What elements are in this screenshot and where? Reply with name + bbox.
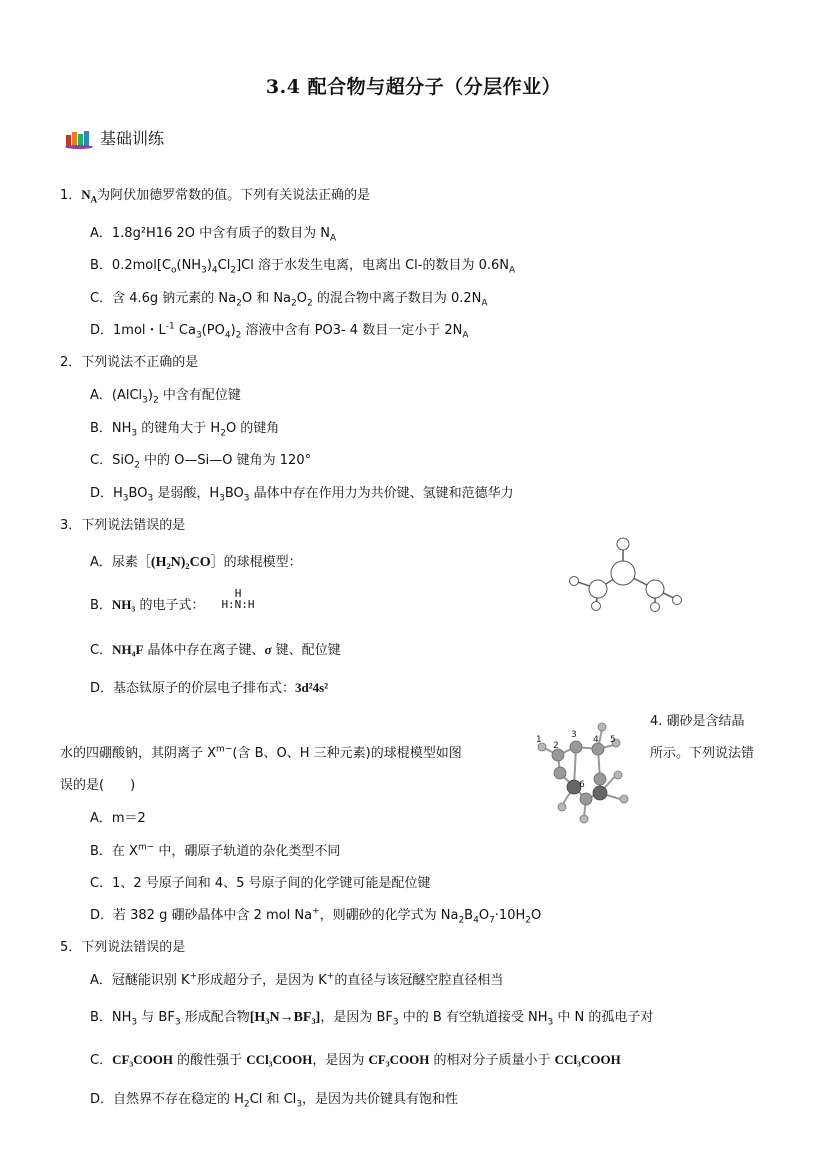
atom-label-2: 2: [553, 741, 559, 751]
q5-option-d: D．自然界不存在稳定的 $H_2Cl$ 和 $Cl_3$，是因为共价键具有饱和性: [90, 1092, 459, 1110]
q4-stem-line3: 误的是( ): [60, 778, 136, 793]
q2-option-c: C．SiO$_2$ 中的 O—Si—O 键角为 120°: [90, 453, 312, 471]
q4-stem-line1: 4. 硼砂是含结晶: [650, 714, 745, 729]
q4-option-c: C．1、2 号原子间和 4、5 号原子间的化学键可能是配位键: [90, 876, 431, 891]
q5-option-b: B．$NH_3$ 与 $BF_3$ 形成配合物[H₃N→BF₃]，是因为 $BF_3$ 中的 B 有空轨道接受 $NH_3$ 中 N 的孤电子对: [90, 1010, 654, 1028]
q1-stem: 1．$N_A$为阿伏加德罗常数的值。下列有关说法正确的是: [60, 187, 371, 205]
atom-label-3: 3: [571, 730, 577, 740]
q5-option-a: A．冠醚能识别 K+形成超分子，是因为 K+的直径与该冠醚空腔直径相当: [90, 971, 504, 988]
atom-label-6: 6: [579, 780, 585, 790]
q1-option-d: D．1mol・$L^{-1}$ $Ca_3(PO_4)_2$ 溶液中含有 PO3- 4 数目一定小于 $2N_A$: [90, 321, 469, 341]
q4-stem-line2-right: 所示。下列说法错: [650, 746, 755, 761]
q2-option-b: B．$NH_3$ 的键角大于 $H_2O$ 的键角: [90, 421, 280, 439]
section-label: 基础训练: [100, 129, 165, 148]
q2-option-a: A．$(AlCl_3)_2$ 中含有配位键: [90, 388, 241, 406]
atom-label-4: 4: [593, 735, 599, 745]
page-title: 3.4 配合物与超分子（分层作业）: [265, 76, 562, 98]
q3-stem: 3．下列说法错误的是: [60, 518, 186, 533]
urea-ball-stick-model: [565, 535, 690, 613]
q3-option-b: B．NH₃ 的电子式：: [90, 597, 205, 613]
q4-option-a: A．m＝2: [90, 811, 146, 826]
section-header: [64, 126, 164, 149]
q4-stem-line2: 水的四硼酸钠，其阴离子 $X^{m-}$(含 B、O、H 三种元素)的球棍模型如图: [60, 744, 462, 761]
q3-option-a: A．尿素［(H₂N)₂CO］的球棍模型：: [90, 555, 302, 570]
nh3-electron-formula: H H:N:H: [221, 587, 255, 611]
q5-stem: 5．下列说法错误的是: [60, 940, 186, 955]
q1-option-b: B．$0.2mol[C_o(NH_3)_4Cl_2]Cl$ 溶于水发生电离，电离出 Cl-的数目为 $0.6N_A$: [90, 258, 516, 276]
q4-option-b: B．在 $X^{m-}$ 中，硼原子轨道的杂化类型不同: [90, 842, 341, 859]
q4-option-d: D．若 382 g 硼砂晶体中含 2 mol Na+，则硼砂的化学式为 $Na_2B_4O_7\cdot 10H_2O$: [90, 906, 542, 926]
atom-label-5: 5: [610, 735, 616, 745]
atom-label-1: 1: [536, 735, 542, 745]
q1-option-a: A．1.8g²H16 2O 中含有质子的数目为 $N_A$: [90, 226, 337, 244]
borax-anion-model: [520, 715, 645, 825]
books-icon: [64, 127, 94, 149]
q3-option-c: C．NH₄F 晶体中存在离子键、σ 键、配位键: [90, 642, 341, 658]
q2-stem: 2．下列说法不正确的是: [60, 355, 199, 370]
q2-option-d: D．$H_3BO_3$ 是弱酸，$H_3BO_3$ 晶体中存在作用力为共价键、氢键和范德华力: [90, 486, 514, 504]
q1-option-c: C．含 4.6g 钠元素的 $Na_2O$ 和 $Na_2O_2$ 的混合物中离子数目为 $0.2N_A$: [90, 291, 488, 309]
q3-option-d: D．基态钛原子的价层电子排布式：3d²4s²: [90, 680, 329, 696]
q5-option-c: C．CF₃COOH 的酸性强于 CCl₃COOH，是因为 CF₃COOH 的相对分子质量小于 CCl₃COOH: [90, 1052, 621, 1068]
